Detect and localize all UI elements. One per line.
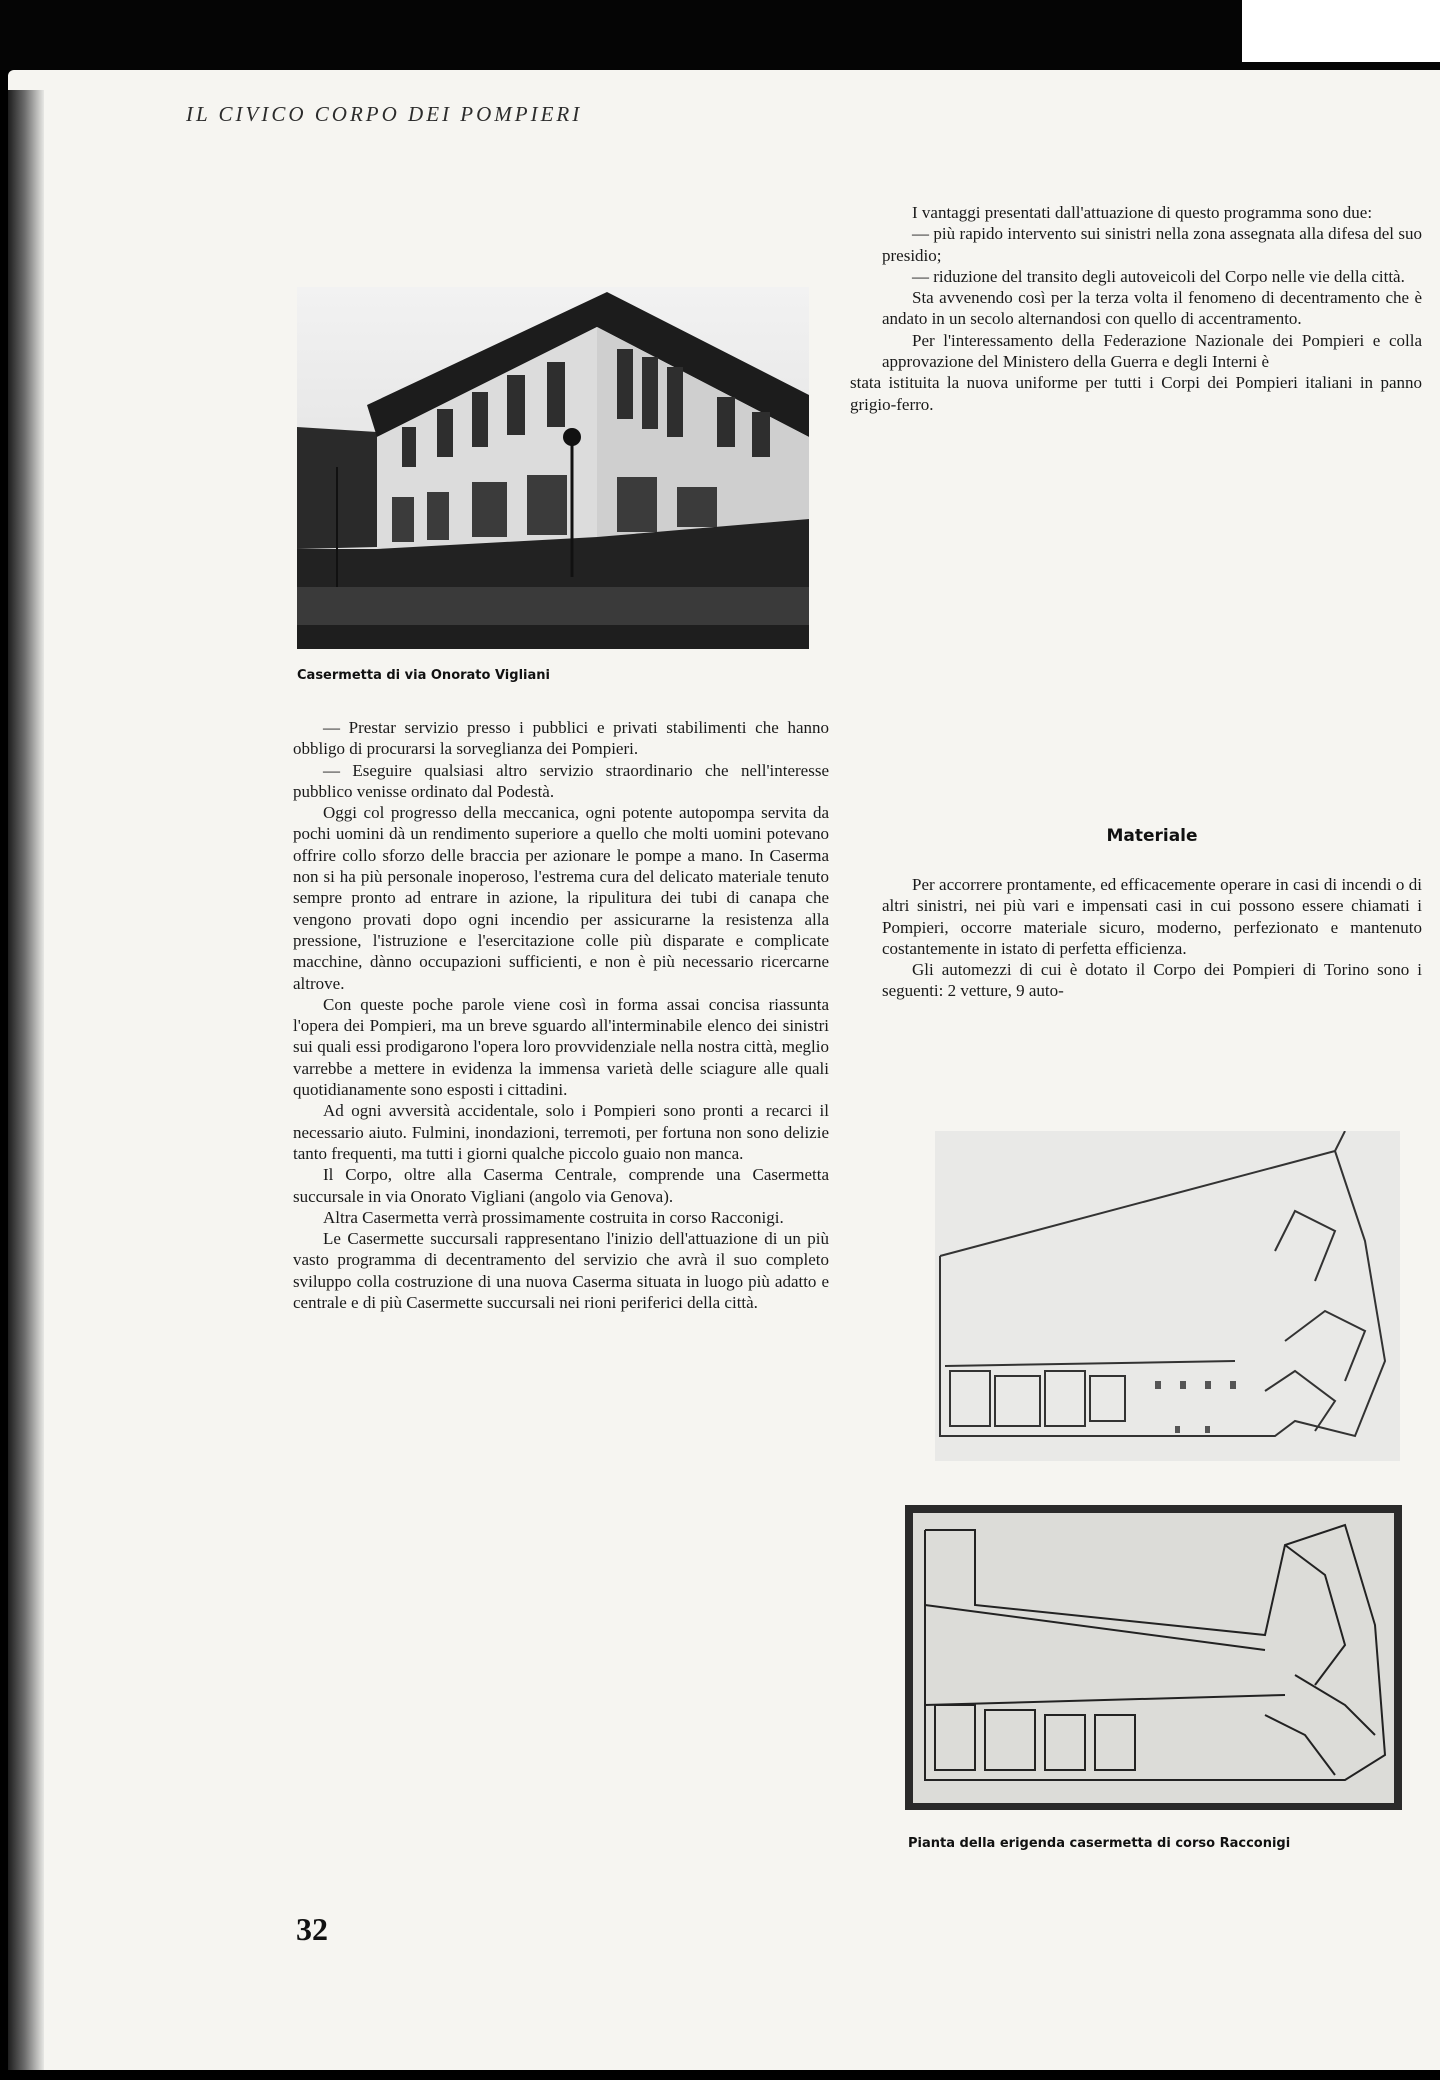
right-column-bottom	[882, 874, 1422, 1002]
scan-dark-border	[0, 0, 1440, 70]
page-number: 32	[296, 1911, 328, 1947]
body-paragraph: Per l'interessamento della Federazione Nazionale dei Pompieri e colla approvazione del Ministero della Guerra e degli Interni è	[882, 330, 1422, 372]
body-paragraph: Ad ogni avversità accidentale, solo i Pompieri sono pronti a recarci il necessario aiuto. Fulmini, inondazioni, terremoti, per fortuna non sono delizie tanto frequenti, ma tutti i giorni qualche piccolo guaio non manca.	[293, 1101, 829, 1163]
floor-plan-lower	[905, 1505, 1402, 1810]
body-paragraph: stata istituita la nuova uniforme per tutti i Corpi dei Pompieri italiani in panno grigio-ferro.	[850, 373, 1422, 414]
photo-caption: Casermetta di via Onorato Vigliani	[297, 668, 550, 683]
building-photo	[297, 287, 809, 649]
body-paragraph: Gli automezzi di cui è dotato il Corpo dei Pompieri di Torino sono i seguenti: 2 vetture, 9 auto-	[882, 960, 1422, 1001]
section-heading: Materiale	[1106, 826, 1198, 846]
body-paragraph: Altra Casermetta verrà prossimamente costruita in corso Racconigi.	[323, 1207, 784, 1227]
body-paragraph: Le Casermette succursali rappresentano l'inizio dell'attuazione di un più vasto programma di decentramento del servizio che avrà il suo completo sviluppo colla costruzione di una nuova Caserma situata in luogo più adatto e centrale e di più Casermette succursali nei rioni periferici della città.	[293, 1229, 829, 1313]
body-paragraph: — Eseguire qualsiasi altro servizio straordinario che nell'interesse pubblico venisse ordinato dal Podestà.	[293, 760, 829, 801]
scan-white-corner	[1242, 0, 1440, 62]
plans-caption: Pianta della erigenda casermetta di corso Racconigi	[908, 1836, 1291, 1851]
body-paragraph: Con queste poche parole viene così in forma assai concisa riassunta l'opera dei Pompieri, ma un breve sguardo all'interminabile elenco dei sinistri sui quali essi prodigarono l'opera loro provvidenziale nella nostra città, meglio varrebbe a mettere in evidenza la immensa varietà delle sciagure alle quali quotidianamente sono esposti i cittadini.	[293, 994, 829, 1100]
running-header: IL CIVICO CORPO DEI POMPIERI	[186, 102, 583, 126]
body-paragraph: Sta avvenendo così per la terza volta il fenomeno di decentramento che è andato in un secolo alternandosi con quello di accentramento.	[882, 288, 1422, 329]
body-paragraph: Per accorrere prontamente, ed efficacemente operare in casi di incendi o di altri sinistri, nei più vari e impensati casi in cui possono essere chiamati i Pompieri, occorre materiale sicuro, moderno, perfezionato e mantenuto costantemente in istato di perfetta efficienza.	[882, 875, 1422, 958]
body-paragraph: Il Corpo, oltre alla Caserma Centrale, comprende una Casermetta succursale in via Onorato Vigliani (angolo via Genova).	[293, 1165, 829, 1206]
body-paragraph: — Prestar servizio presso i pubblici e privati stabilimenti che hanno obbligo di procurarsi la sorveglianza dei Pompieri.	[293, 718, 829, 759]
body-paragraph: — più rapido intervento sui sinistri nella zona assegnata alla difesa del suo presidio;	[882, 224, 1422, 265]
right-column-top	[850, 202, 1422, 415]
left-column	[293, 717, 829, 1313]
binding-shadow	[8, 90, 44, 2070]
body-paragraph: I vantaggi presentati dall'attuazione di questo programma sono due:	[912, 203, 1373, 222]
body-paragraph: — riduzione del transito degli autoveicoli del Corpo nelle vie della città.	[912, 266, 1405, 286]
floor-plan-upper	[935, 1131, 1400, 1461]
body-paragraph: Oggi col progresso della meccanica, ogni potente autopompa servita da pochi uomini dà un rendimento superiore a quello che molti uomini potevano offrire collo sforzo delle braccia per azionare le pompe a mano. In Caserma non si ha più personale inoperoso, l'estrema cura del delicato materiale tenuto sempre pronto ad entrare in azione, la ripulitura dei tubi di canapa che vengono provati dopo ogni incendio per assicurarne la resistenza alla pressione, l'istruzione e l'esercitazione colle più disparate e complicate macchine, dànno occupazioni sufficienti, e non è più necessario ricercarne altrove.	[293, 803, 829, 993]
